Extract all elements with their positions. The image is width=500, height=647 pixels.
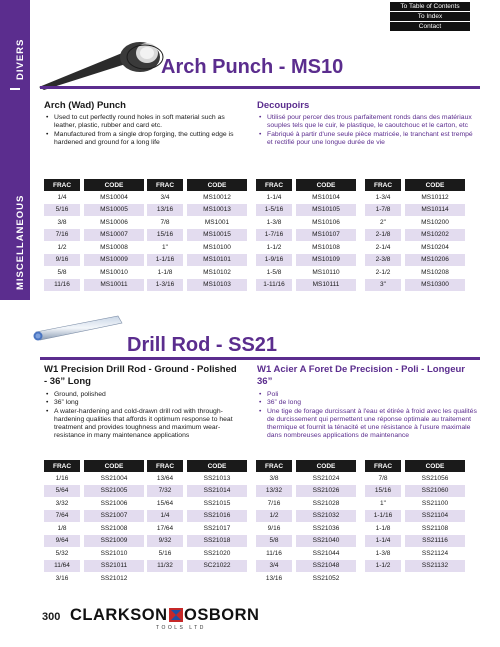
table-row	[365, 522, 465, 535]
arch-punch-bullets-fr	[259, 114, 474, 147]
arch-punch-heading-fr: Decoupoirs	[257, 100, 310, 111]
column-header-frac: FRAC	[44, 179, 80, 191]
table-row	[147, 241, 247, 254]
frac-cell: 1/2	[256, 510, 292, 523]
code-cell: MS10103	[187, 279, 247, 292]
table-row	[147, 216, 247, 229]
frac-cell: 9/16	[44, 254, 80, 267]
frac-cell: 9/64	[44, 535, 80, 548]
code-cell: SS21020	[187, 547, 247, 560]
table-row	[365, 254, 465, 267]
frac-cell: 11/32	[147, 560, 183, 573]
frac-cell: 5/8	[256, 535, 292, 548]
page-number: 300	[42, 611, 61, 623]
table-row	[147, 535, 247, 548]
code-cell: MS10206	[405, 254, 465, 267]
table-row	[44, 485, 144, 498]
frac-cell: 2-1/8	[365, 229, 401, 242]
list-item: • Poli	[259, 391, 479, 399]
table-row	[44, 216, 144, 229]
column-header-frac: FRAC	[365, 179, 401, 191]
table-row	[44, 510, 144, 523]
code-cell: SS21004	[84, 472, 144, 485]
table-row	[147, 547, 247, 560]
table-row	[44, 547, 144, 560]
table-row	[365, 472, 465, 485]
frac-cell: 3/4	[256, 560, 292, 573]
frac-cell: 1-1/2	[256, 241, 292, 254]
list-item: • Manufactured from a single drop forging, the cutting edge is hardened and ground for a long life	[46, 131, 241, 148]
table-row	[256, 204, 356, 217]
code-cell: SS21012	[84, 572, 144, 585]
table-row	[147, 266, 247, 279]
frac-cell: 7/32	[147, 485, 183, 498]
code-cell: SS21040	[296, 535, 356, 548]
table-row	[147, 472, 247, 485]
table-row	[256, 560, 356, 573]
frac-cell: 1-5/8	[256, 266, 292, 279]
arch-punch-heading-en: Arch (Wad) Punch	[44, 100, 126, 111]
price-table	[256, 179, 356, 292]
frac-cell: 1-11/16	[256, 279, 292, 292]
table-row	[256, 229, 356, 242]
code-cell: SS21011	[84, 560, 144, 573]
price-table	[365, 179, 465, 292]
code-cell: SS21132	[405, 560, 465, 573]
code-cell: MS10007	[84, 229, 144, 242]
frac-cell: 3/4	[147, 191, 183, 204]
table-row	[147, 204, 247, 217]
table-row	[365, 279, 465, 292]
column-header-code: CODE	[84, 460, 144, 472]
frac-cell: 7/16	[44, 229, 80, 242]
code-cell: MS10106	[296, 216, 356, 229]
table-row	[44, 535, 144, 548]
table-row	[44, 191, 144, 204]
code-cell: MS10112	[405, 191, 465, 204]
frac-cell: 2-1/4	[365, 241, 401, 254]
table-row	[44, 522, 144, 535]
table-row	[147, 497, 247, 510]
table-row	[44, 204, 144, 217]
frac-cell: 13/16	[147, 204, 183, 217]
frac-cell: 1-1/4	[365, 535, 401, 548]
list-item: • A water-hardening and cold-drawn drill rod with through-hardening qualities that affords it optimum response to heat treatment and provides toughness and maximum wear-resistance in many maintenance applications	[46, 408, 246, 441]
code-cell: SS21100	[405, 497, 465, 510]
frac-cell: 1/16	[44, 472, 80, 485]
section2-rule	[40, 357, 480, 360]
code-cell: SS21036	[296, 522, 356, 535]
frac-cell: 1-3/8	[256, 216, 292, 229]
frac-cell: 5/32	[44, 547, 80, 560]
table-row	[256, 216, 356, 229]
nav-index[interactable]: To Index	[390, 12, 470, 21]
frac-cell: 3/8	[256, 472, 292, 485]
code-cell: MS10013	[187, 204, 247, 217]
frac-cell: 1-5/16	[256, 204, 292, 217]
code-cell: SS21048	[296, 560, 356, 573]
brand-sub: TOOLS LTD	[156, 625, 206, 631]
table-row	[147, 485, 247, 498]
table-row	[44, 229, 144, 242]
price-table	[256, 460, 356, 585]
frac-cell: 13/64	[147, 472, 183, 485]
table-row	[147, 229, 247, 242]
frac-cell: 1-7/8	[365, 204, 401, 217]
frac-cell: 13/16	[256, 572, 292, 585]
code-cell: MS1001	[187, 216, 247, 229]
code-cell: MS10015	[187, 229, 247, 242]
frac-cell: 1/2	[44, 241, 80, 254]
drill-rod-bullets-fr	[259, 391, 479, 441]
code-cell: MS10011	[84, 279, 144, 292]
code-cell: MS10202	[405, 229, 465, 242]
code-cell: SS21015	[187, 497, 247, 510]
section1-rule	[40, 86, 480, 89]
list-item: • 36” de long	[259, 399, 479, 407]
table-row	[256, 497, 356, 510]
table-row	[44, 241, 144, 254]
table-row	[256, 191, 356, 204]
frac-cell: 1-1/16	[147, 254, 183, 267]
frac-cell: 1-3/4	[365, 191, 401, 204]
frac-cell: 1"	[365, 497, 401, 510]
frac-cell: 1-1/8	[365, 522, 401, 535]
arch-punch-image	[35, 35, 165, 90]
code-cell: SS21024	[296, 472, 356, 485]
table-row	[365, 497, 465, 510]
drill-rod-bullets-en	[46, 391, 246, 441]
column-header-code: CODE	[187, 460, 247, 472]
table-row	[256, 485, 356, 498]
list-item: • Une tige de forage durcissant à l'eau et étirée à froid avec les qualités de durcissement qui permettent une réponse optimale au traitement thermique et fournit la ténacité et une résistance à l'usure maximale dans nombreuses applications de maintenance	[259, 408, 479, 441]
code-cell: MS10300	[405, 279, 465, 292]
code-cell: MS10012	[187, 191, 247, 204]
table-row	[44, 572, 144, 585]
frac-cell: 3"	[365, 279, 401, 292]
frac-cell: 5/8	[44, 266, 80, 279]
column-header-code: CODE	[405, 179, 465, 191]
code-cell: MS10109	[296, 254, 356, 267]
price-table	[44, 179, 144, 292]
table-row	[365, 560, 465, 573]
top-nav	[390, 2, 470, 32]
table-row	[44, 472, 144, 485]
logo-mark-icon	[169, 608, 183, 622]
column-header-code: CODE	[296, 460, 356, 472]
table-row	[256, 510, 356, 523]
column-header-frac: FRAC	[147, 179, 183, 191]
code-cell: SS21032	[296, 510, 356, 523]
table-row	[256, 522, 356, 535]
drill-rod-heading-fr: W1 Acier A Foret De Precision - Poli - Longeur 36”	[257, 364, 465, 387]
frac-cell: 7/64	[44, 510, 80, 523]
sidebar	[0, 0, 30, 300]
code-cell: SS21028	[296, 497, 356, 510]
code-cell: MS10004	[84, 191, 144, 204]
table-row	[44, 560, 144, 573]
code-cell: SS21008	[84, 522, 144, 535]
frac-cell: 7/8	[365, 472, 401, 485]
code-cell: SS21007	[84, 510, 144, 523]
frac-cell: 11/64	[44, 560, 80, 573]
table-row	[44, 497, 144, 510]
frac-cell: 15/16	[147, 229, 183, 242]
frac-cell: 1-1/16	[365, 510, 401, 523]
code-cell: SS21018	[187, 535, 247, 548]
code-cell: SS21016	[187, 510, 247, 523]
table-row	[256, 279, 356, 292]
code-cell: SS21005	[84, 485, 144, 498]
code-cell: SC21022	[187, 560, 247, 573]
list-item: • Utilisé pour percer des trous parfaitement ronds dans des matériaux souples tels que le cuir, le plastique, le caoutchouc et le carton, etc	[259, 114, 474, 131]
code-cell: SS21056	[405, 472, 465, 485]
table-row	[147, 560, 247, 573]
table-row	[365, 216, 465, 229]
list-item: • Ground, polished	[46, 391, 246, 399]
column-header-code: CODE	[405, 460, 465, 472]
code-cell: MS10006	[84, 216, 144, 229]
code-cell: SS21006	[84, 497, 144, 510]
column-header-frac: FRAC	[256, 460, 292, 472]
code-cell: MS10114	[405, 204, 465, 217]
table-row	[147, 254, 247, 267]
code-cell: MS10010	[84, 266, 144, 279]
code-cell: SS21014	[187, 485, 247, 498]
drill-rod-heading-en: W1 Precision Drill Rod - Ground - Polished - 36” Long	[44, 364, 237, 387]
list-item: • Used to cut perfectly round holes in soft material such as leather, plastic, rubber and card etc.	[46, 114, 241, 131]
frac-cell: 1-1/4	[256, 191, 292, 204]
nav-table-of-contents[interactable]: To Table of Contents	[390, 2, 470, 11]
code-cell: SS21116	[405, 535, 465, 548]
code-cell: SS21013	[187, 472, 247, 485]
price-table	[365, 460, 465, 573]
frac-cell: 2"	[365, 216, 401, 229]
drill-rod-title: Drill Rod - SS21	[127, 334, 278, 356]
nav-contact[interactable]: Contact	[390, 22, 470, 31]
table-row	[256, 266, 356, 279]
code-cell: MS10200	[405, 216, 465, 229]
code-cell: SS21010	[84, 547, 144, 560]
column-header-code: CODE	[84, 179, 144, 191]
code-cell: MS10107	[296, 229, 356, 242]
code-cell: SS21104	[405, 510, 465, 523]
code-cell: MS10005	[84, 204, 144, 217]
list-item: • Fabriqué à partir d'une seule pièce matricée, le tranchant est trempé et rectifié pour une longue durée de vie	[259, 131, 474, 148]
table-row	[44, 266, 144, 279]
table-row	[44, 254, 144, 267]
code-cell: MS10111	[296, 279, 356, 292]
table-row	[44, 279, 144, 292]
frac-cell: 1-9/16	[256, 254, 292, 267]
arch-punch-title: Arch Punch - MS10	[161, 56, 344, 78]
table-row	[147, 510, 247, 523]
frac-cell: 9/32	[147, 535, 183, 548]
code-cell: MS10104	[296, 191, 356, 204]
column-header-frac: FRAC	[44, 460, 80, 472]
column-header-frac: FRAC	[256, 179, 292, 191]
frac-cell: 1/8	[44, 522, 80, 535]
frac-cell: 1-7/16	[256, 229, 292, 242]
sidebar-label-miscellaneous: MISCELLANEOUS	[15, 194, 26, 290]
brand-left: CLARKSON	[70, 606, 168, 624]
frac-cell: 2-1/2	[365, 266, 401, 279]
code-cell: SS21009	[84, 535, 144, 548]
frac-cell: 1"	[147, 241, 183, 254]
drill-rod-image	[30, 314, 125, 344]
column-header-frac: FRAC	[365, 460, 401, 472]
price-table	[44, 460, 144, 585]
frac-cell: 1-1/8	[147, 266, 183, 279]
table-row	[256, 572, 356, 585]
table-row	[365, 266, 465, 279]
table-row	[365, 204, 465, 217]
table-row	[256, 547, 356, 560]
arch-punch-bullets-en	[46, 114, 241, 147]
price-table	[147, 179, 247, 292]
table-row	[365, 485, 465, 498]
table-row	[256, 241, 356, 254]
brand-right: OSBORN	[184, 606, 260, 624]
table-row	[365, 191, 465, 204]
code-cell: SS21052	[296, 572, 356, 585]
code-cell: SS21017	[187, 522, 247, 535]
sidebar-divider	[10, 88, 20, 90]
code-cell: SS21026	[296, 485, 356, 498]
list-item: • 36” long	[46, 399, 246, 407]
table-row	[256, 472, 356, 485]
frac-cell: 3/8	[44, 216, 80, 229]
frac-cell: 5/16	[44, 204, 80, 217]
frac-cell: 15/16	[365, 485, 401, 498]
table-row	[256, 535, 356, 548]
code-cell: MS10110	[296, 266, 356, 279]
frac-cell: 9/16	[256, 522, 292, 535]
table-row	[365, 241, 465, 254]
frac-cell: 1/4	[44, 191, 80, 204]
frac-cell: 1-1/2	[365, 560, 401, 573]
table-row	[147, 191, 247, 204]
frac-cell: 7/8	[147, 216, 183, 229]
table-row	[365, 535, 465, 548]
code-cell: MS10101	[187, 254, 247, 267]
frac-cell: 13/32	[256, 485, 292, 498]
frac-cell: 2-3/8	[365, 254, 401, 267]
code-cell: MS10100	[187, 241, 247, 254]
code-cell: MS10009	[84, 254, 144, 267]
frac-cell: 5/16	[147, 547, 183, 560]
code-cell: SS21108	[405, 522, 465, 535]
column-header-code: CODE	[187, 179, 247, 191]
column-header-frac: FRAC	[147, 460, 183, 472]
table-row	[365, 510, 465, 523]
table-row	[147, 522, 247, 535]
code-cell: MS10204	[405, 241, 465, 254]
table-row	[365, 229, 465, 242]
code-cell: MS10008	[84, 241, 144, 254]
frac-cell: 11/16	[256, 547, 292, 560]
column-header-code: CODE	[296, 179, 356, 191]
frac-cell: 1-3/8	[365, 547, 401, 560]
frac-cell: 3/32	[44, 497, 80, 510]
code-cell: SS21124	[405, 547, 465, 560]
code-cell: MS10108	[296, 241, 356, 254]
table-row	[147, 279, 247, 292]
frac-cell: 5/64	[44, 485, 80, 498]
code-cell: MS10208	[405, 266, 465, 279]
frac-cell: 15/64	[147, 497, 183, 510]
code-cell: SS21060	[405, 485, 465, 498]
table-row	[256, 254, 356, 267]
frac-cell: 1/4	[147, 510, 183, 523]
price-table	[147, 460, 247, 573]
code-cell: MS10105	[296, 204, 356, 217]
frac-cell: 7/16	[256, 497, 292, 510]
frac-cell: 11/16	[44, 279, 80, 292]
frac-cell: 17/64	[147, 522, 183, 535]
code-cell: MS10102	[187, 266, 247, 279]
code-cell: SS21044	[296, 547, 356, 560]
frac-cell: 3/16	[44, 572, 80, 585]
frac-cell: 1-3/16	[147, 279, 183, 292]
table-row	[365, 547, 465, 560]
sidebar-label-divers: DIVERS	[15, 38, 26, 80]
brand-logo	[70, 605, 260, 635]
